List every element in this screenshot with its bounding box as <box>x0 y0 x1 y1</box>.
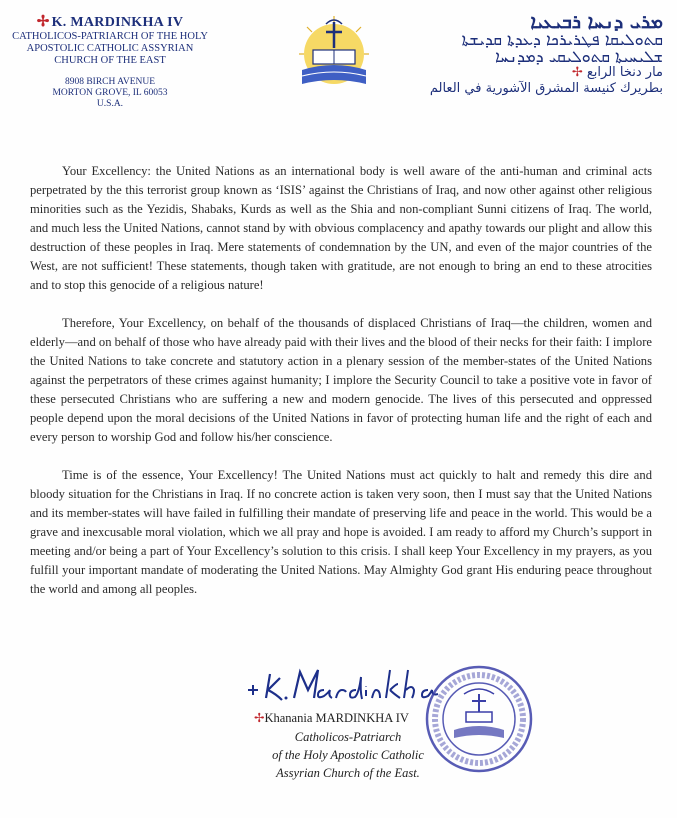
letterhead-left <box>10 12 210 110</box>
title-line-2: APOSTOLIC CATHOLIC ASSYRIAN <box>26 43 194 54</box>
signer-title <box>248 728 448 782</box>
paragraph-3: Time is of the essence, Your Excellency! The United Nations must act quickly to halt and remedy this dire and bloody situation for the Christians in Iraq. If no concrete action is taken very soon, then I must say that the United Nations and its member-states will have failed in fulfilling their mandate of preserving life and peace in the world. This would be a grave and inexcusable moral violation, which we all pray and hope is avoided. I am ready to afford my Church’s support in meeting and/or being a part of Your Excellency’s solution to this crisis. I shall keep Your Excellency in my prayers, as you fulfill your important mandate of moderating the United Nations. May Almighty God grant His enduring peace throughout the world and among all peoples. <box>30 468 652 596</box>
address-line-2: MORTON GROVE, IL 60053 <box>52 88 168 98</box>
red-cross-icon: ✢ <box>254 711 265 725</box>
address-line-3: U.S.A. <box>96 99 124 109</box>
letterhead-right <box>393 11 663 97</box>
red-cross-icon: ✢ <box>36 14 50 30</box>
official-seal-icon <box>424 664 534 774</box>
syriac-title-1: ܩܬܘܠܝܩܐ ܦܛܪܝܪܟܐ ܕܥܕܬܐ ܩܕܝܫܬܐ <box>461 30 663 49</box>
syriac-name: ܡܪܝ ܕܢܚܐ ܪܒܝܥܝܐ <box>530 11 663 33</box>
paragraph-2: Therefore, Your Excellency, on behalf of the thousands of displaced Christians of Iraq—the children, women and elderly—and on behalf of those who have already paid with their lives and the blood of their necks for their faith: I implore the United Nations to take concrete and statutory action in a plenary session of the member-states of the United Nations against the perpetrators of these crimes against humanity; I implore the Security Council to take a positive vote in favor of these persecuted Christians who are suffering a new and modern genocide. The lives of this persecuted and oppressed people depend upon the moral decisions of the United Nations in favor of protecting human life and the right of each and every person to worship God and follow his/her conscience. <box>30 316 652 444</box>
title-line-1: CATHOLICOS-PATRIARCH OF THE HOLY <box>12 31 208 42</box>
address-line-1: 8908 BIRCH AVENUE <box>64 77 156 87</box>
arabic-title: بطريرك كنيسة المشرق الآشورية في العالم <box>429 81 663 96</box>
arabic-name-text: مار دنخا الرابع <box>586 65 663 80</box>
church-emblem-icon <box>298 14 370 92</box>
letter-body <box>30 162 652 618</box>
signer-title-line-2: of the Holy Apostolic Catholic <box>272 748 424 762</box>
patriarch-name <box>10 12 210 31</box>
signer-name <box>254 710 409 726</box>
red-cross-icon: ✢ <box>571 65 583 80</box>
title-line-3: CHURCH OF THE EAST <box>54 55 166 66</box>
syriac-title-2: ܫܠܝܚܝܬܐ ܩܬܘܠܝܩܝ ܕܡܕܢܚܐ <box>495 47 663 66</box>
address <box>10 77 210 110</box>
patriarch-name-text: K. MARDINKHA IV <box>51 15 184 30</box>
signer-title-line-3: Assyrian Church of the East. <box>276 766 420 780</box>
signer-name-text: Khanania MARDINKHA IV <box>264 711 409 725</box>
paragraph-1: Your Excellency: the United Nations as an international body is well aware of the anti-human and criminal acts perpetrated by the this terrorist group known as ‘ISIS’ against the Christians of Iraq, and now other against other religious minorities such as the Yezidis, Shabaks, Kurds as well as the Shia and non-compliant Sunni citizens of Iraq. The world, and much less the United Nations, cannot stand by with obvious complacency and apathy towards our plight and allow this destruction of these peoples in Iraq. Mere statements of condemnation by the UN, and even of the major countries of the West, are not sufficient! These statements, though taken with gratitude, are not enough to bring an end to these atrocities and to stop this genocide of a religious nature! <box>30 164 652 292</box>
signer-title-line-1: Catholicos-Patriarch <box>294 730 402 744</box>
arabic-name <box>393 65 663 81</box>
